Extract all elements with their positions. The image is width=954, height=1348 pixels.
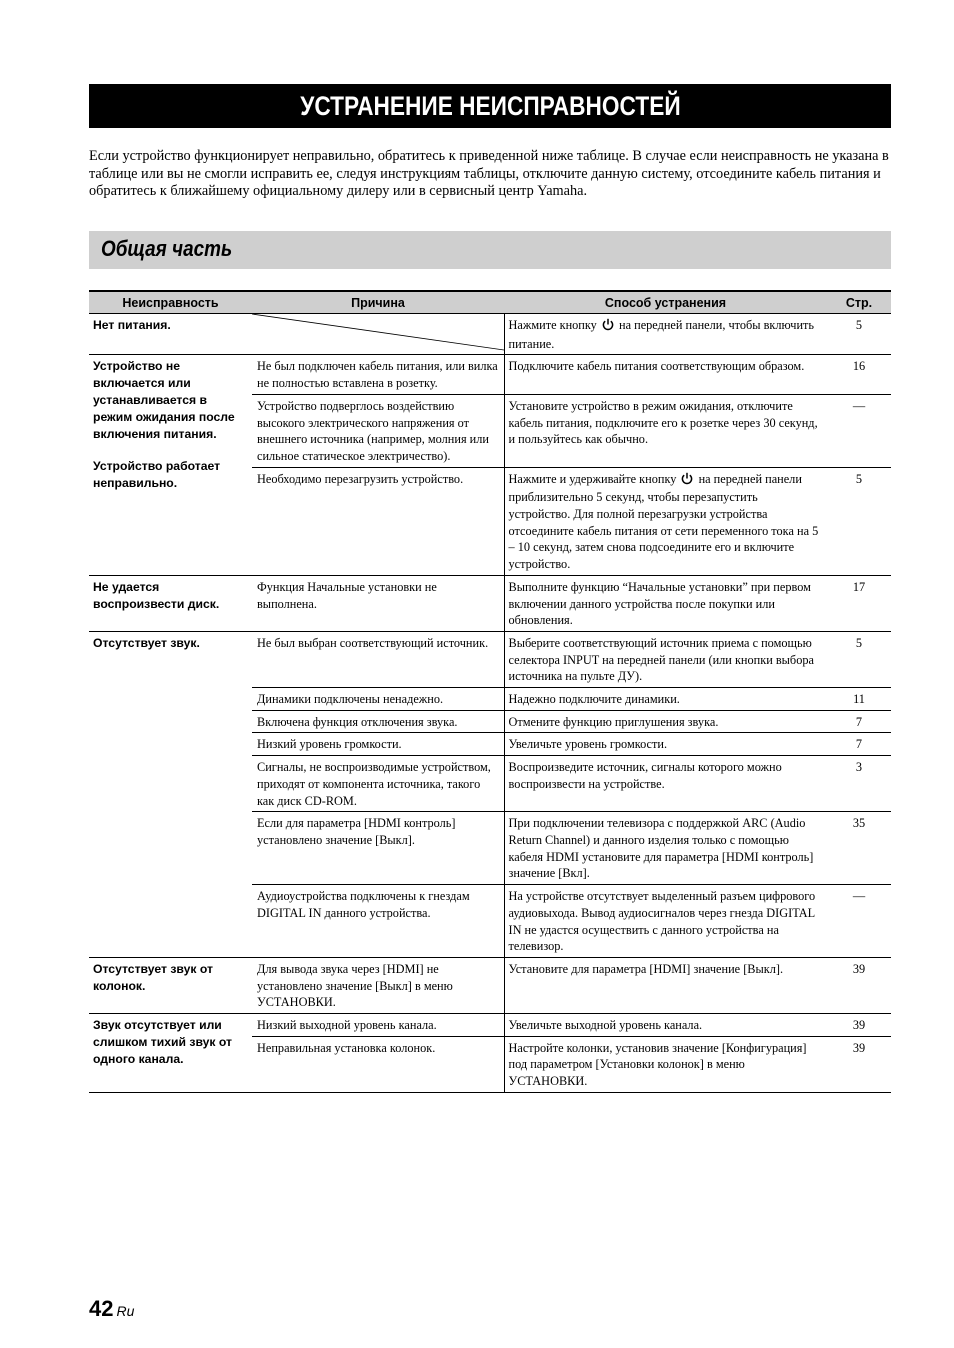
problem-cell: Звук отсутствует или слишком тихий звук от одного канала. [89, 1014, 252, 1093]
troubleshooting-table [89, 290, 891, 1093]
fix-text: Нажмите кнопку [508, 318, 597, 332]
section-title: Общая часть [101, 236, 233, 261]
cause-cell: Функция Начальные установки не выполнена. [252, 575, 504, 631]
problem-cell: Отсутствует звук. [89, 631, 252, 957]
header-cause: Причина [252, 291, 504, 314]
header-problem: Неисправность [89, 291, 252, 314]
cause-cell: Не был подключен кабель питания, или вилка не полностью вставлена в розетку. [252, 355, 504, 394]
power-icon [602, 318, 614, 336]
problem-cell: Отсутствует звук от колонок. [89, 957, 252, 1013]
empty-cause-cell [252, 314, 504, 355]
header-fix: Способ устранения [504, 291, 827, 314]
cause-cell: Необходимо перезагрузить устройство. [252, 467, 504, 575]
page-cell: 17 [827, 575, 891, 631]
table-row [89, 631, 891, 687]
page-footer [89, 1296, 134, 1322]
page-cell: 39 [827, 1036, 891, 1092]
page-cell: 7 [827, 733, 891, 756]
problem-cell [89, 355, 252, 575]
fix-cell [504, 467, 827, 575]
table-row [89, 957, 891, 1013]
fix-cell: Выберите соответствующий источник приема с помощью селектора INPUT на передней панели (или кнопки выбора источника на пульте ДУ). [504, 631, 827, 687]
fix-text: Нажмите и удерживайте кнопку [508, 471, 677, 486]
cause-cell: Для вывода звука через [HDMI] не установлено значение [Выкл] в меню УСТАНОВКИ. [252, 957, 504, 1013]
page-cell: 35 [827, 812, 891, 885]
fix-text: на передней панели, чтобы включить питание. [508, 318, 815, 351]
page-cell: 7 [827, 710, 891, 733]
cause-cell: Устройство подверглось воздействию высокого электрического напряжения от внешнего источника (например, молния или сильное статическое электричество). [252, 394, 504, 467]
intro-text: Если устройство функционирует неправильно, обратитесь к приведенной ниже таблице. В случае если неисправность не указана в таблице или вы не смогли исправить ее, следуя инструкциям таблицы, отключите данную систему, отсоедините кабель питания и обратитесь к ближайшему официальному дилеру или в сервисный центр Yamaha. [89, 148, 889, 199]
page-cell: 5 [827, 314, 891, 355]
problem-text-secondary: Устройство работает неправильно. [93, 459, 221, 491]
page-cell: — [827, 885, 891, 958]
fix-cell: На устройстве отсутствует выделенный разъем цифрового аудиовыхода. Вывод аудиосигналов через гнезда DIGITAL IN не удастся осуществить с данного устройства на телевизор. [504, 885, 827, 958]
cause-cell: Аудиоустройства подключены к гнездам DIGITAL IN данного устройства. [252, 885, 504, 958]
fix-cell: Выполните функцию “Начальные установки” при первом включении данного устройства после покупки или обновления. [504, 575, 827, 631]
page-cell: 5 [827, 467, 891, 575]
fix-cell: При подключении телевизора с поддержкой ARC (Audio Return Channel) и данного изделия только с помощью кабеля HDMI установите для параметра [HDMI контроль] значение [Вкл]. [504, 812, 827, 885]
cause-cell: Неправильная установка колонок. [252, 1036, 504, 1092]
table-row [89, 314, 891, 355]
empty-cell-diagonal [252, 314, 504, 353]
page-cell: — [827, 394, 891, 467]
page-title-bar [89, 84, 891, 128]
table-row [89, 575, 891, 631]
page-title: УСТРАНЕНИЕ НЕИСПРАВНОСТЕЙ [299, 90, 681, 121]
cause-cell: Не был выбран соответствующий источник. [252, 631, 504, 687]
fix-cell: Увеличьте выходной уровень канала. [504, 1014, 827, 1037]
fix-cell: Воспроизведите источник, сигналы которого можно воспроизвести на устройстве. [504, 756, 827, 812]
fix-cell: Установите для параметра [HDMI] значение [Выкл]. [504, 957, 827, 1013]
page-cell: 39 [827, 1014, 891, 1037]
page-cell: 16 [827, 355, 891, 394]
problem-text: Устройство не включается или устанавливается в режим ожидания после включения питания. [93, 359, 235, 441]
page-cell: 11 [827, 688, 891, 711]
fix-cell: Увеличьте уровень громкости. [504, 733, 827, 756]
section-header [89, 231, 891, 269]
fix-cell: Отмените функцию приглушения звука. [504, 710, 827, 733]
cause-cell: Динамики подключены ненадежно. [252, 688, 504, 711]
fix-cell [504, 314, 827, 355]
table-row [89, 355, 891, 394]
page-number: 42 [89, 1296, 114, 1321]
fix-cell: Подключите кабель питания соответствующим образом. [504, 355, 827, 394]
fix-cell: Установите устройство в режим ожидания, отключите кабель питания, подключите его к розетке через 30 секунд, и пользуйтесь как обычно. [504, 394, 827, 467]
table-header-row [89, 291, 891, 314]
cause-cell: Низкий уровень громкости. [252, 733, 504, 756]
page-cell: 3 [827, 756, 891, 812]
problem-cell [89, 314, 252, 355]
power-icon [681, 472, 693, 490]
fix-text: на передней панели приблизительно 5 секунд, чтобы перезапустить устройство. Для полной перезагрузки устройства отсоедините кабель питания от сети переменного тока на 5 – 10 секунд, затем снова подсоедините его и включите устройство. [508, 471, 819, 572]
header-page: Стр. [827, 291, 891, 314]
problem-text: Нет питания. [93, 318, 171, 332]
page-cell: 5 [827, 631, 891, 687]
cause-cell: Низкий выходной уровень канала. [252, 1014, 504, 1037]
cause-cell: Если для параметра [HDMI контроль] установлено значение [Выкл]. [252, 812, 504, 885]
cause-cell: Сигналы, не воспроизводимые устройством, приходят от компонента источника, такого как диск CD-ROM. [252, 756, 504, 812]
cause-cell: Включена функция отключения звука. [252, 710, 504, 733]
fix-cell: Настройте колонки, установив значение [Конфигурация] под параметром [Установки колонок] в меню УСТАНОВКИ. [504, 1036, 827, 1092]
table-row [89, 1014, 891, 1037]
page-cell: 39 [827, 957, 891, 1013]
fix-cell: Надежно подключите динамики. [504, 688, 827, 711]
language-code: Ru [116, 1303, 135, 1319]
problem-cell: Не удается воспроизвести диск. [89, 575, 252, 631]
